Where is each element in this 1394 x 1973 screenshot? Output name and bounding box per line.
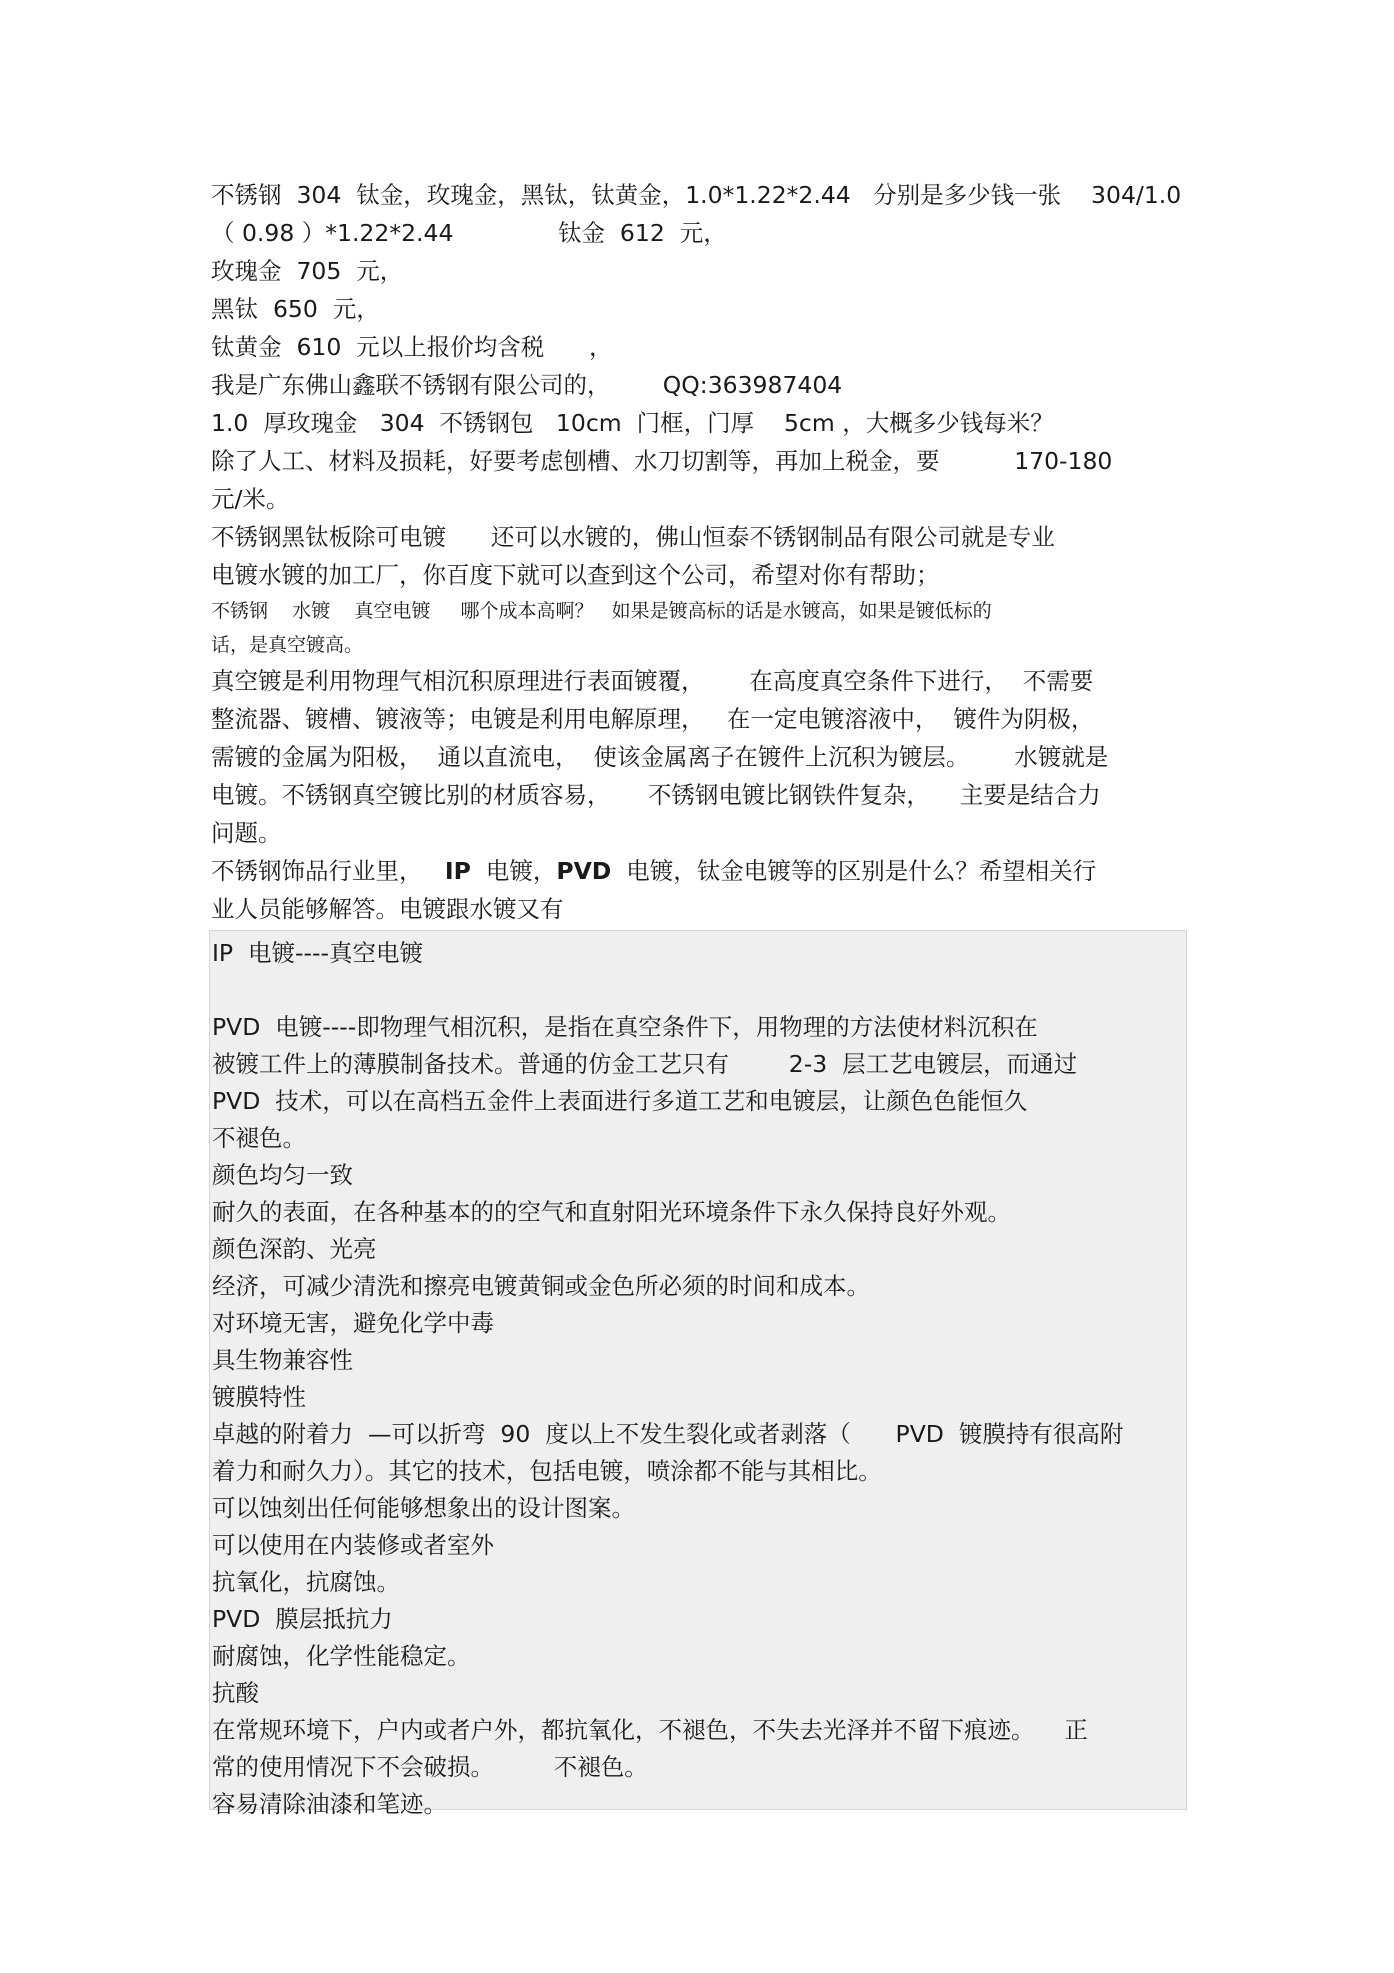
text-line: PVD 技术，可以在高档五金件上表面进行多道工艺和电镀层，让颜色色能恒久 — [212, 1087, 1028, 1115]
text-line: 电镀水镀的加工厂，你百度下就可以查到这个公司，希望对你有帮助； — [211, 561, 940, 589]
text-line — [211, 852, 1191, 890]
text-span: 电镀，钛金电镀等的区别是什么？希望相关行 — [611, 857, 1097, 885]
text-line: 不锈钢黑钛板除可电镀 还可以水镀的，佛山恒泰不锈钢制品有限公司就是专业 — [211, 523, 1055, 551]
text-line: 着力和耐久力）。其它的技术，包括电镀，喷涂都不能与其相比。 — [212, 1457, 882, 1485]
text-line: 在常规环境下，户内或者户外，都抗氧化，不褪色，不失去光泽并不留下痕迹。 正 — [212, 1716, 1088, 1744]
text-line: 不锈钢 304 钛金，玫瑰金，黑钛，钛黄金，1.0*1.22*2.44 分别是多少钱一张 304/1.0 — [211, 181, 1182, 209]
text-line: （ 0.98 ）*1.22*2.44 钛金 612 元， — [211, 219, 727, 247]
text-line: PVD 电镀----即物理气相沉积，是指在真空条件下，用物理的方法使材料沉积在 — [212, 1013, 1038, 1041]
text-line: 被镀工件上的薄膜制备技术。普通的仿金工艺只有 2-3 层工艺电镀层，而通过 — [212, 1050, 1078, 1078]
text-line: 不褪色。 — [212, 1124, 306, 1152]
text-line: 玫瑰金 705 元， — [211, 257, 404, 285]
text-line: 颜色均匀一致 — [212, 1161, 353, 1189]
text-line: 可以蚀刻出任何能够想象出的设计图案。 — [212, 1494, 635, 1522]
text-line: IP 电镀----真空电镀 — [212, 939, 423, 967]
text-line: 对环境无害，避免化学中毒 — [212, 1309, 494, 1337]
text-line: 具生物兼容性 — [212, 1346, 353, 1374]
text-line: 不锈钢 水镀 真空电镀 哪个成本高啊？ 如果是镀高标的话是水镀高，如果是镀低标的 — [211, 600, 992, 622]
document-body — [211, 176, 1191, 928]
text-line: 真空镀是利用物理气相沉积原理进行表面镀覆， 在高度真空条件下进行， 不需要 — [211, 667, 1094, 695]
text-line: 抗氧化，抗腐蚀。 — [212, 1568, 400, 1596]
bold-term: PVD — [556, 857, 612, 885]
text-line: 钛黄金 610 元以上报价均含税 ， — [211, 333, 613, 361]
text-line: 电镀。不锈钢真空镀比别的材质容易， 不锈钢电镀比钢铁件复杂， 主要是结合力 — [211, 781, 1101, 809]
text-line: 整流器、镀槽、镀液等；电镀是利用电解原理， 在一定电镀溶液中， 镀件为阴极， — [211, 705, 1095, 733]
text-line: 常的使用情况下不会破损。 不褪色。 — [212, 1753, 648, 1781]
text-line: 1.0 厚玫瑰金 304 不锈钢包 10cm 门框，门厚 5cm ，大概多少钱每米？ — [211, 409, 1054, 437]
text-line: 经济，可减少清洗和擦亮电镀黄铜或金色所必须的时间和成本。 — [212, 1272, 870, 1300]
text-line: 镀膜特性 — [212, 1383, 306, 1411]
text-line: 卓越的附着力 —可以折弯 90 度以上不发生裂化或者剥落（ PVD 镀膜持有很高附 — [212, 1420, 1124, 1448]
text-line: 容易清除油漆和笔迹。 — [212, 1790, 447, 1818]
text-line: 耐腐蚀，化学性能稳定。 — [212, 1642, 471, 1670]
text-line: 耐久的表面，在各种基本的的空气和直射阳光环境条件下永久保持良好外观。 — [212, 1198, 1011, 1226]
text-line: 元/米。 — [211, 485, 290, 513]
text-line: 业人员能够解答。电镀跟水镀又有 — [211, 895, 564, 923]
text-line: 可以使用在内装修或者室外 — [212, 1531, 494, 1559]
text-line: 话，是真空镀高。 — [211, 634, 364, 656]
text-span: 电镀， — [470, 857, 557, 885]
blank-line — [212, 972, 1186, 1009]
text-line: 问题。 — [211, 819, 282, 847]
answer-block — [209, 930, 1187, 1818]
text-line: 黑钛 650 元， — [211, 295, 380, 323]
text-span: 不锈钢饰品行业里， — [211, 857, 445, 885]
text-line: 抗酸 — [212, 1679, 259, 1707]
text-line: 我是广东佛山鑫联不锈钢有限公司的， QQ:363987404 — [211, 371, 843, 399]
text-line: 颜色深韵、光亮 — [212, 1235, 377, 1263]
text-line: 需镀的金属为阳极， 通以直流电， 使该金属离子在镀件上沉积为镀层。 水镀就是 — [211, 743, 1109, 771]
text-line: 除了人工、材料及损耗，好要考虑刨槽、水刀切割等，再加上税金，要 170-180 — [211, 447, 1113, 475]
bold-term: IP — [444, 857, 471, 885]
text-line: PVD 膜层抵抗力 — [212, 1605, 393, 1633]
